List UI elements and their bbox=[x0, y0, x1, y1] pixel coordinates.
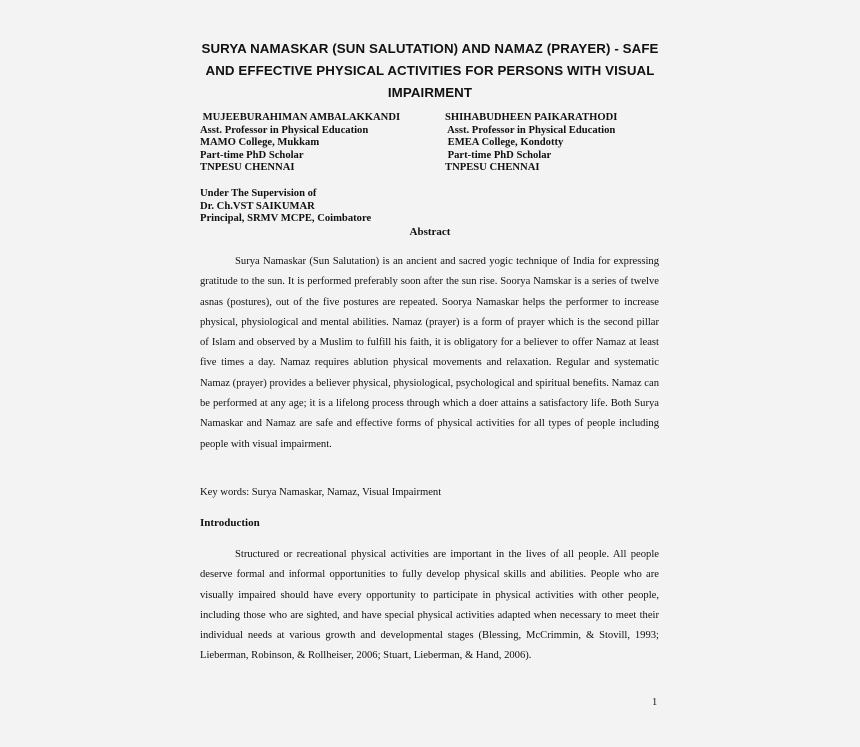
keywords: Key words: Surya Namaskar, Namaz, Visual Impairment bbox=[200, 487, 442, 498]
author-2-name: SHIHABUDHEEN PAIKARATHODI bbox=[445, 112, 618, 123]
abstract-body: Surya Namaskar (Sun Salutation) is an ancient and sacred yogic technique of India for expressing gratitude to the sun. It is performed preferably soon after the sun rise. Soorya Namskar is a series of twelve asnas (postures), out of the five postures are repeated. Soorya Namaskar helps the performer to increase physical, physiological and mental abilities. Namaz (prayer) is a form of prayer which is the second pillar of Islam and observed by a Muslim to fulfill his faith, it is obligatory for a believer to offer Namaz at least five times a day. Namaz requires ablution physical movements and relaxation. Regular and systematic Namaz (prayer) provides a believer physical, physiological, psychological and spiritual benefits. Namaz can be performed at any age; it is a lifelong process through which a doer attains a satisfactory life. Both Surya Namaskar and Namaz are safe and effective forms of physical activities for all types of people including people with visual impairment. bbox=[200, 256, 659, 450]
author-block-1 bbox=[200, 112, 400, 175]
page-number: 1 bbox=[652, 697, 658, 708]
author-1-name: MUJEEBURAHIMAN AMBALAKKANDI bbox=[200, 112, 401, 123]
author-block-2 bbox=[445, 112, 617, 175]
supervision-block bbox=[200, 188, 371, 226]
abstract-paragraph bbox=[200, 252, 659, 455]
introduction-paragraph bbox=[200, 545, 659, 667]
abstract-heading: Abstract bbox=[409, 226, 451, 238]
author-2-status: Part-time PhD Scholar bbox=[445, 149, 552, 161]
author-1-university: TNPESU CHENNAI bbox=[200, 162, 295, 174]
author-2-college: EMEA College, Kondotty bbox=[445, 137, 564, 149]
title-line-3: IMPAIRMENT bbox=[387, 85, 473, 100]
title-line-2: AND EFFECTIVE PHYSICAL ACTIVITIES FOR PERSONS WITH VISUAL bbox=[205, 63, 655, 78]
author-2-position: Asst. Professor in Physical Education bbox=[445, 124, 616, 136]
supervision-line-1: Under The Supervision of bbox=[200, 188, 317, 199]
author-1-position: Asst. Professor in Physical Education bbox=[200, 124, 369, 136]
introduction-heading: Introduction bbox=[200, 517, 260, 529]
author-2-university: TNPESU CHENNAI bbox=[445, 162, 540, 174]
title-line-1: SURYA NAMASKAR (SUN SALUTATION) AND NAMAZ (PRAYER) - SAFE bbox=[201, 41, 659, 56]
paper-title bbox=[170, 38, 690, 104]
introduction-body: Structured or recreational physical activities are important in the lives of all people. All people deserve formal and informal opportunities to fully develop physical skills and abilities. People who are visually impaired should have every opportunity to participate in physical activities with other people, including those who are sighted, and have special physical activities adapted when necessary to meet their individual needs at various growth and developmental stages (Blessing, McCrimmin, & Stovill, 1993; Lieberman, Robinson, & Rollheiser, 2006; Stuart, Lieberman, & Hand, 2006). bbox=[200, 549, 659, 662]
author-1-college: MAMO College, Mukkam bbox=[200, 137, 320, 149]
supervisor-name: Dr. Ch.VST SAIKUMAR bbox=[200, 200, 315, 212]
supervisor-position: Principal, SRMV MCPE, Coimbatore bbox=[200, 213, 372, 225]
author-1-status: Part-time PhD Scholar bbox=[200, 149, 304, 161]
